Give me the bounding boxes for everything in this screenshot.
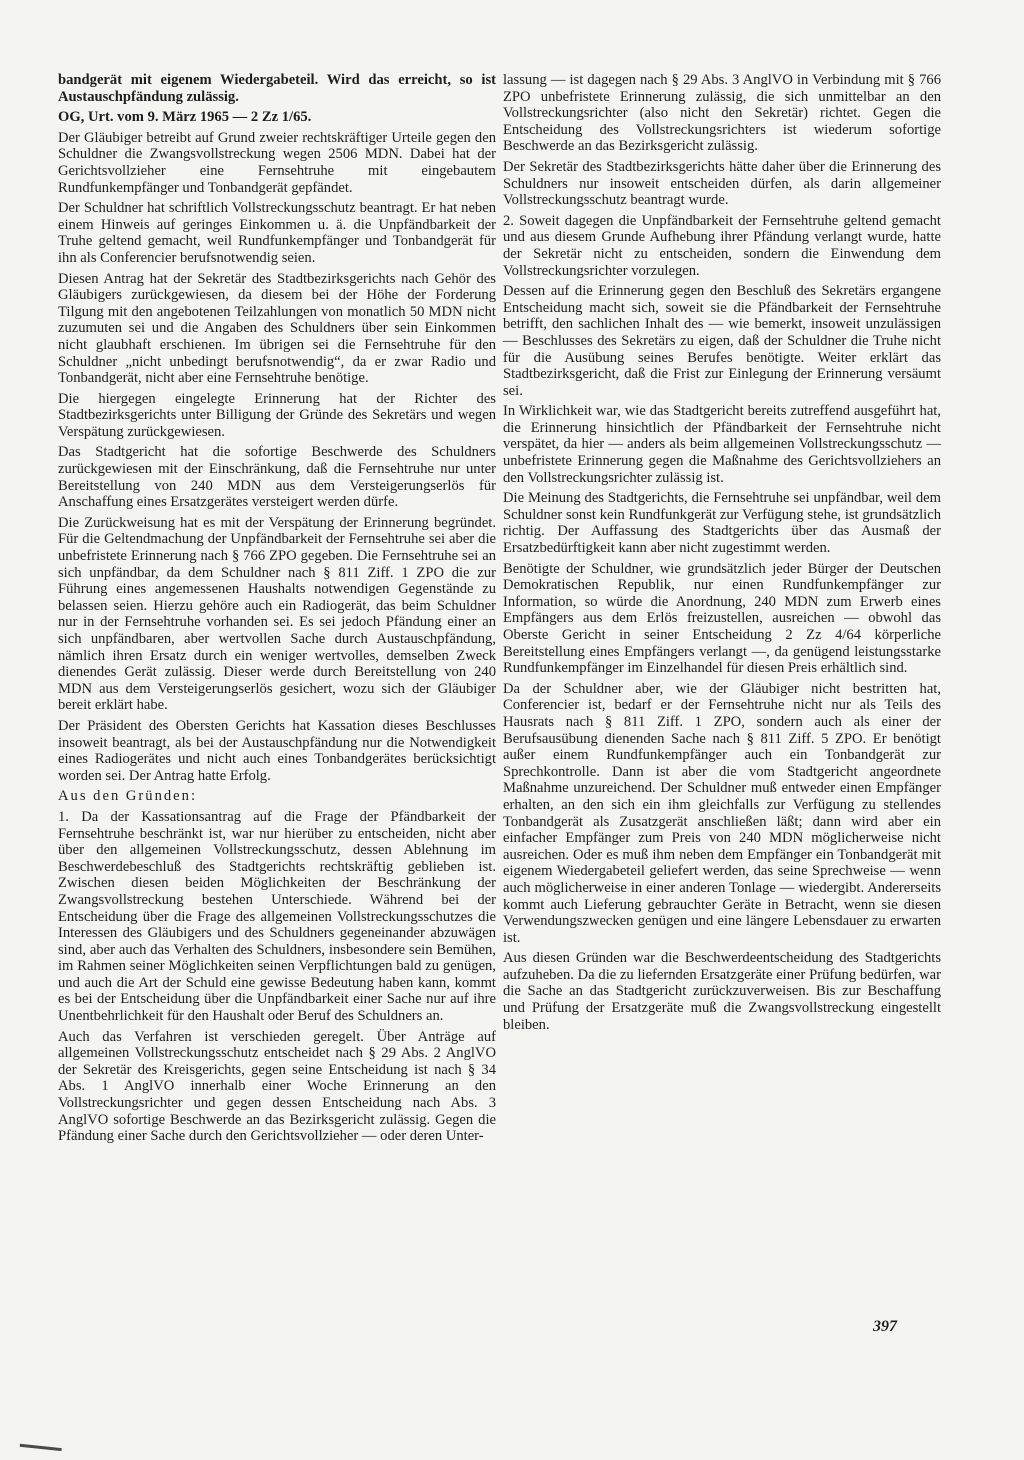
paragraph: Das Stadtgericht hat die sofortige Beschwerde des Schuldners zurückgewiesen mit der Einschränkung, daß die Fernsehtruhe nur unter Bereitstellung von 240 MDN aus dem Versteigerungserlös für Anschaffung eines Ersatzgerätes versteigert werden dürfe. <box>58 444 496 511</box>
paragraph: Diesen Antrag hat der Sekretär des Stadtbezirksgerichts nach Gehör des Gläubigers zurückgewiesen, da diesem bei der Höhe der Forderung Tilgung mit den angebotenen Teilzahlungen von monatlich 50 MDN nicht zuzumuten sei und die Angaben des Schuldners über sein Einkommen nicht glaubhaft erschienen. Im übrigen sei die Fernsehtruhe für den Schuldner „nicht unbedingt berufsnotwendig“, da er zwar Radio und Tonbandgerät, nicht aber eine Fernsehtruhe benötige. <box>58 270 496 387</box>
paragraph: Der Sekretär des Stadtbezirksgerichts hätte daher über die Erinnerung des Schuldners nur insoweit entscheiden dürfen, als darin allgemeiner Vollstreckungsschutz beantragt wurde. <box>503 158 941 209</box>
paragraph: bandgerät mit eigenem Wiedergabeteil. Wird das erreicht, so ist Austauschpfändung zulässig. <box>58 72 496 105</box>
paragraph: Aus den Gründen: <box>58 788 198 805</box>
paragraph: Der Gläubiger betreibt auf Grund zweier rechtskräftiger Urteile gegen den Schuldner die Zwangsvollstreckung wegen 2506 MDN. Dabei hat der Gerichtsvollzieher eine Fernsehtruhe mit eingebautem Rundfunkempfänger und Tonbandgerät gepfändet. <box>58 129 496 196</box>
paragraph: Da der Schuldner aber, wie der Gläubiger nicht bestritten hat, Conferencier ist, bedarf er der Fernsehtruhe nicht nur als Teils des Hausrats nach § 811 Ziff. 1 ZPO, sondern auch als einer der Berufsausübung dienenden Sache nach § 811 Ziff. 5 ZPO. Er benötigt außer einem Rundfunkempfänger auch ein Tonbandgerät zur Sprechkontrolle. Dann ist aber die vom Stadtgericht angeordnete Maßnahme unzureichend. Der Schuldner muß entweder einen Empfänger erhalten, an den sich ein ihm gleichfalls zur Verfügung zu stellendes Tonbandgerät als Zusatzgerät anschließen läßt; dann wird aber ein einfacher Empfänger zum Preis von 240 MDN möglicherweise nicht ausreichen. Oder es muß ihm neben dem Empfänger ein Tonbandgerät mit eigenem Wiedergabeteil geliefert werden, das seine Sprechweise — wenn auch möglicherweise in einer anderen Tonlage — wiedergibt. Andererseits kommt auch Lieferung gebrauchter Geräte in Betracht, wenn sie diesen Verwendungszwecken genügen und eine längere Lebensdauer zu erwarten ist. <box>503 680 941 946</box>
left-column <box>58 72 496 1149</box>
scan-artifact-mark <box>20 1438 63 1451</box>
paragraph: In Wirklichkeit war, wie das Stadtgericht bereits zutreffend ausgeführt hat, die Erinnerung hinsichtlich der Pfändbarkeit der Fernsehtruhe nicht verspätet, da hier — anders als beim allgemeinen Vollstreckungsschutz — unbefristete Erinnerung gegen die Maßnahme des Gerichtsvollziehers an den Vollstreckungsrichter zulässig ist. <box>503 403 941 486</box>
paragraph: Aus diesen Gründen war die Beschwerdeentscheidung des Stadtgerichts aufzuheben. Da die zu liefernden Ersatzgeräte einer Prüfung bedürfen, war die Sache an das Stadtgericht zurückzuverweisen. Bis zur Beschaffung und Prüfung der Ersatzgeräte muß die Zwangsvollstreckung eingestellt bleiben. <box>503 950 941 1033</box>
right-column <box>503 72 941 1037</box>
paragraph: Die Meinung des Stadtgerichts, die Fernsehtruhe sei unpfändbar, weil dem Schuldner sonst kein Rundfunkgerät zur Verfügung stehe, ist grundsätzlich richtig. Der Auffassung des Stadtgerichts über das Ausmaß der Ersatzbedürftigkeit kann aber nicht zugestimmt werden. <box>503 490 941 557</box>
paragraph: Der Schuldner hat schriftlich Vollstreckungsschutz beantragt. Er hat neben einem Hinweis auf geringes Einkommen u. ä. die Unpfändbarkeit der Truhe geltend gemacht, weil Rundfunkempfänger und Tonbandgerät für ihn als Conferencier berufsnotwendig seien. <box>58 200 496 266</box>
paragraph: OG, Urt. vom 9. März 1965 — 2 Zz 1/65. <box>58 109 312 126</box>
paragraph: Dessen auf die Erinnerung gegen den Beschluß des Sekretärs ergangene Entscheidung macht sich, soweit sie die Pfändbarkeit der Fernsehtruhe betrifft, den sachlichen Inhalt des — wie bemerkt, insoweit unzulässigen — Beschlusses des Sekretärs zu eigen, daß der Schuldner die Truhe nicht für die Ausübung seines Berufes benötigte. Weiter erklärt das Stadtbezirksgericht, daß die Frist zur Einlegung der Erinnerung versäumt sei. <box>503 283 941 399</box>
paragraph: 1. Da der Kassationsantrag auf die Frage der Pfändbarkeit der Fernsehtruhe beschränkt ist, war nur hierüber zu entscheiden, nicht aber über den allgemeinen Vollstreckungsschutz, dessen Ablehnung im Beschwerdebeschluß des Stadtgerichts rechtskräftig geblieben ist. Zwischen diesen beiden Möglichkeiten der Beschränkung der Zwangsvollstreckung bestehen Unterschiede. Während bei der Entscheidung über die Frage des allgemeinen Vollstreckungsschutzes die Interessen des Gläubigers und des Schuldners gegeneinander abzuwägen sind, aber auch das Verhalten des Schuldners, insbesondere sein Bemühen, im Rahmen seiner Möglichkeiten seinen Verpflichtungen bald zu genügen, und auch die Art der Schuld eine gewisse Bedeutung haben kann, kommt es bei der Entscheidung über die Unpfändbarkeit einer Sache nur auf ihre Unentbehrlichkeit für den Haushalt oder Beruf des Schuldners an. <box>58 808 496 1025</box>
paragraph: 2. Soweit dagegen die Unpfändbarkeit der Fernsehtruhe geltend gemacht und aus diesem Grunde Aufhebung ihrer Pfändung verlangt wurde, hatte der Sekretär nicht zu entscheiden, sondern die Einwendung dem Vollstreckungsrichter vorzulegen. <box>503 212 941 279</box>
paragraph: Auch das Verfahren ist verschieden geregelt. Über Anträge auf allgemeinen Vollstreckungsschutz entscheidet nach § 29 Abs. 2 AnglVO der Sekretär des Kreisgerichts, gegen seine Entscheidung ist nach § 34 Abs. 1 AnglVO innerhalb einer Woche Erinnerung an den Vollstreckungsrichter und gegen dessen Entscheidung nach Abs. 3 AnglVO sofortige Beschwerde an das Bezirksgericht zulässig. Gegen die Pfändung einer Sache durch den Gerichtsvollzieher — oder deren Unter- <box>58 1028 496 1145</box>
paragraph: Benötigte der Schuldner, wie grundsätzlich jeder Bürger der Deutschen Demokratischen Republik, nur einen Rundfunkempfänger zur Information, so würde die Anordnung, 240 MDN zum Erwerb eines Empfängers aus dem Erlös freizustellen, ausreichen — obwohl das Oberste Gericht in seiner Entscheidung 2 Zz 4/64 körperliche Bereitstellung eines Empfängers verlangt —, da genügend leistungsstarke Rundfunkempfänger im Einzelhandel für diesen Preis erhältlich sind. <box>503 560 941 677</box>
page-number: 397 <box>873 1318 897 1335</box>
paragraph: Der Präsident des Obersten Gerichts hat Kassation dieses Beschlusses insoweit beantragt, als bei der Austauschpfändung nur die Notwendigkeit eines Radiogerätes und nicht auch eines Tonbandgerätes berücksichtigt worden sei. Der Antrag hatte Erfolg. <box>58 717 496 784</box>
paragraph: Die Zurückweisung hat es mit der Verspätung der Erinnerung begründet. Für die Geltendmachung der Unpfändbarkeit der Fernsehtruhe sei aber die unbefristete Erinnerung nach § 766 ZPO gegeben. Die Fernsehtruhe sei an sich unpfändbar, da dem Schuldner nach § 811 Ziff. 1 ZPO die zur Führung eines angemessenen Haushalts notwendigen Gegenstände zu belassen seien. Hierzu gehöre auch ein Radiogerät, das beim Schuldner nur in der Fernsehtruhe vorhanden sei. Es sei jedoch Pfändung einer an sich unpfändbaren, aber wertvollen Sache durch Austauschpfändung, nämlich ihren Ersatz durch ein weniger wertvolles, demselben Zweck dienendes Gerät zulässig. Dieser werde durch Bereitstellung von 240 MDN aus dem Versteigerungserlös gesichert, wozu sich der Gläubiger bereit erklärt habe. <box>58 514 496 714</box>
paragraph: lassung — ist dagegen nach § 29 Abs. 3 AnglVO in Verbindung mit § 766 ZPO unbefristete Erinnerung zulässig, die sich unmittelbar an den Vollstreckungsrichter (also nicht den Sekretär) richtet. Gegen die Entscheidung des Vollstreckungsrichters ist wiederum sofortige Beschwerde an das Bezirksgericht zulässig. <box>503 72 941 155</box>
paragraph: Die hiergegen eingelegte Erinnerung hat der Richter des Stadtbezirksgerichts unter Billigung der Gründe des Sekretärs und wegen Verspätung zurückgewiesen. <box>58 390 496 440</box>
